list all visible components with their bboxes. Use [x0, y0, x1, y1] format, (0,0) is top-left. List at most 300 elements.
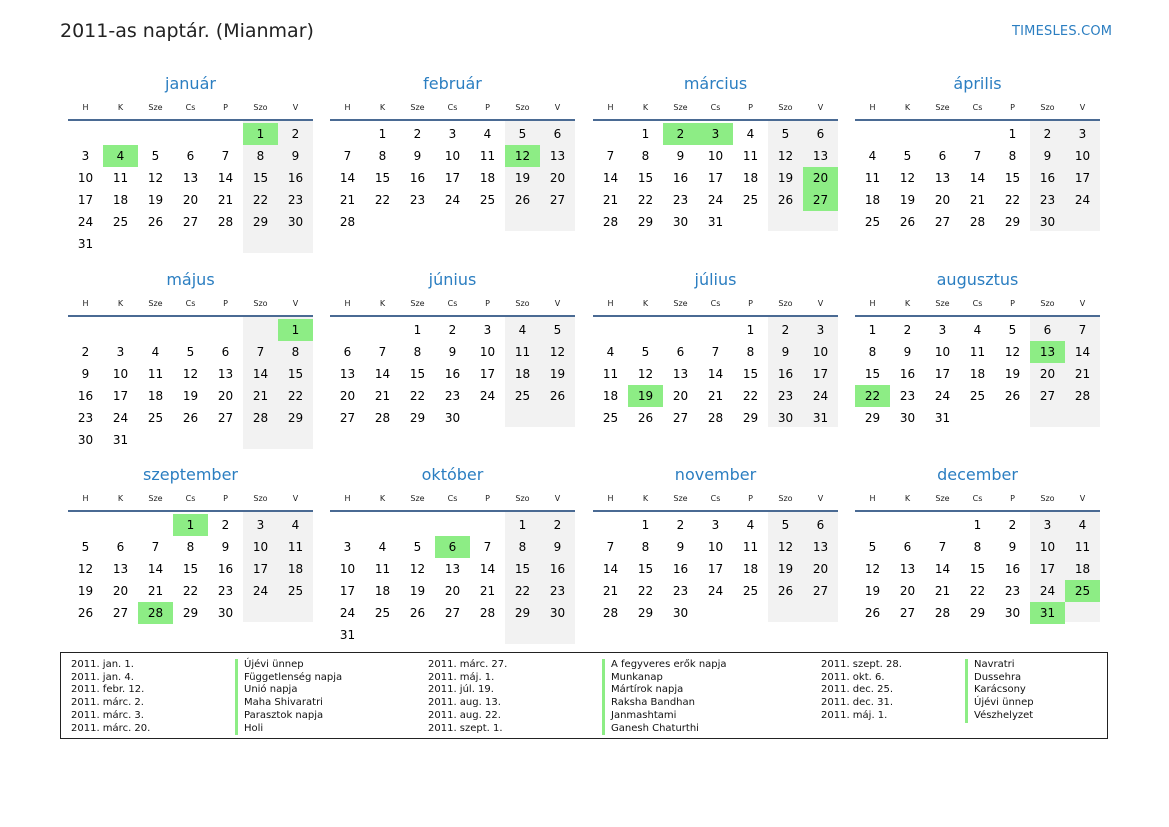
- day-cell: 10: [812, 345, 829, 359]
- weekday-header: V: [292, 299, 299, 308]
- day-cell: 6: [116, 540, 125, 554]
- legend-holiday: Mártírok napja: [611, 684, 684, 696]
- day-cell: 3: [81, 149, 90, 163]
- holiday-legend: [60, 652, 1108, 739]
- day-cell: 30: [77, 433, 94, 447]
- day-cell: 6: [221, 345, 230, 359]
- day-cell: 28: [479, 606, 496, 620]
- weekday-header: K: [642, 494, 649, 503]
- holiday-day-cell: 2: [663, 123, 698, 145]
- day-cell: 18: [287, 562, 304, 576]
- weekday-header: K: [904, 103, 911, 112]
- day-cell: 9: [781, 345, 790, 359]
- weekday-header: Szo: [253, 103, 268, 112]
- month-name: november: [674, 465, 757, 484]
- day-cell: 16: [1039, 171, 1056, 185]
- header-rule: [593, 315, 838, 317]
- day-cell: 11: [479, 149, 496, 163]
- holiday-day-cell: 25: [1065, 580, 1100, 602]
- day-cell: 27: [672, 411, 689, 425]
- header-rule: [68, 119, 313, 121]
- day-cell: 23: [1004, 584, 1021, 598]
- weekday-header: Cs: [972, 299, 983, 308]
- day-cell: 17: [112, 389, 129, 403]
- day-cell: 19: [1004, 367, 1021, 381]
- day-cell: 11: [1074, 540, 1091, 554]
- day-cell: 13: [672, 367, 689, 381]
- day-cell: 4: [1078, 518, 1087, 532]
- day-cell: 18: [742, 171, 759, 185]
- day-cell: 23: [549, 584, 566, 598]
- day-cell: 11: [514, 345, 531, 359]
- day-cell: 6: [186, 149, 195, 163]
- day-cell: 22: [252, 193, 269, 207]
- weekday-header: Szo: [253, 299, 268, 308]
- day-cell: 1: [641, 518, 650, 532]
- day-cell: 3: [1078, 127, 1087, 141]
- day-cell: 29: [637, 606, 654, 620]
- day-cell: 20: [812, 562, 829, 576]
- day-cell: 14: [602, 171, 619, 185]
- day-cell: 3: [816, 323, 825, 337]
- day-cell: 2: [676, 518, 685, 532]
- day-cell: 20: [899, 584, 916, 598]
- day-cell: 21: [339, 193, 356, 207]
- day-cell: 26: [147, 215, 164, 229]
- day-cell: 3: [938, 323, 947, 337]
- weekday-header: Cs: [972, 103, 983, 112]
- day-cell: 26: [409, 606, 426, 620]
- weekday-header: P: [748, 494, 753, 503]
- weekday-header: Sze: [410, 103, 425, 112]
- day-cell: 10: [479, 345, 496, 359]
- day-cell: 22: [409, 389, 426, 403]
- weekday-header: P: [223, 494, 228, 503]
- day-cell: 21: [1074, 367, 1091, 381]
- legend-dates-col-1: [71, 659, 150, 735]
- weekday-header: Sze: [148, 494, 163, 503]
- weekday-header: K: [117, 299, 124, 308]
- weekday-header: Sze: [935, 494, 950, 503]
- day-cell: 7: [1078, 323, 1087, 337]
- day-cell: 28: [217, 215, 234, 229]
- day-cell: 29: [182, 606, 199, 620]
- day-cell: 22: [969, 584, 986, 598]
- day-cell: 8: [413, 345, 422, 359]
- day-cell: 22: [637, 193, 654, 207]
- day-cell: 29: [409, 411, 426, 425]
- legend-names-col-2: [602, 659, 727, 735]
- day-cell: 10: [112, 367, 129, 381]
- day-cell: 14: [707, 367, 724, 381]
- holiday-day-cell: 27: [803, 189, 838, 211]
- weekday-header: P: [223, 299, 228, 308]
- day-cell: 21: [934, 584, 951, 598]
- weekday-header: K: [904, 299, 911, 308]
- day-cell: 9: [291, 149, 300, 163]
- day-cell: 12: [637, 367, 654, 381]
- day-cell: 20: [549, 171, 566, 185]
- day-cell: 1: [641, 127, 650, 141]
- day-cell: 10: [444, 149, 461, 163]
- day-cell: 3: [116, 345, 125, 359]
- day-cell: 5: [151, 149, 160, 163]
- day-cell: 24: [934, 389, 951, 403]
- day-cell: 30: [1004, 606, 1021, 620]
- day-cell: 7: [938, 540, 947, 554]
- day-cell: 18: [742, 562, 759, 576]
- day-cell: 7: [378, 345, 387, 359]
- day-cell: 21: [707, 389, 724, 403]
- day-cell: 5: [868, 540, 877, 554]
- legend-holiday: Janmashtami: [611, 709, 677, 721]
- legend-holiday: Holi: [244, 722, 264, 734]
- legend-holiday: Dussehra: [974, 671, 1022, 683]
- weekday-header: P: [748, 299, 753, 308]
- day-cell: 18: [479, 171, 496, 185]
- month-name: június: [428, 270, 477, 289]
- day-cell: 13: [444, 562, 461, 576]
- legend-date: 2011. jan. 4.: [71, 671, 134, 683]
- day-cell: 17: [77, 193, 94, 207]
- weekday-header: Sze: [935, 299, 950, 308]
- day-cell: 1: [868, 323, 877, 337]
- weekday-header: Szo: [1040, 103, 1055, 112]
- weekday-header: V: [1079, 103, 1086, 112]
- month-name: december: [937, 465, 1018, 484]
- day-cell: 21: [969, 193, 986, 207]
- day-cell: 4: [868, 149, 877, 163]
- day-cell: 17: [479, 367, 496, 381]
- day-cell: 31: [112, 433, 129, 447]
- day-cell: 27: [339, 411, 356, 425]
- day-cell: 7: [606, 149, 615, 163]
- day-cell: 13: [549, 149, 566, 163]
- weekday-header: Sze: [410, 494, 425, 503]
- day-cell: 8: [256, 149, 265, 163]
- day-cell: 22: [374, 193, 391, 207]
- day-cell: 20: [112, 584, 129, 598]
- day-cell: 10: [707, 540, 724, 554]
- day-cell: 13: [182, 171, 199, 185]
- weekday-header: K: [117, 103, 124, 112]
- legend-date: 2011. aug. 13.: [428, 697, 501, 709]
- day-cell: 14: [217, 171, 234, 185]
- day-cell: 21: [147, 584, 164, 598]
- day-cell: 2: [81, 345, 90, 359]
- weekday-header: K: [379, 494, 386, 503]
- day-cell: 12: [409, 562, 426, 576]
- day-cell: 4: [518, 323, 527, 337]
- weekday-header: Cs: [710, 299, 721, 308]
- day-cell: 26: [514, 193, 531, 207]
- day-cell: 9: [553, 540, 562, 554]
- day-cell: 17: [1074, 171, 1091, 185]
- legend-date: 2011. márc. 2.: [71, 697, 144, 709]
- holiday-day-cell: 1: [278, 319, 313, 341]
- day-cell: 31: [339, 628, 356, 642]
- holiday-day-cell: 31: [1030, 602, 1065, 624]
- weekday-header: K: [379, 103, 386, 112]
- day-cell: 22: [514, 584, 531, 598]
- month-name: október: [421, 465, 484, 484]
- day-cell: 2: [448, 323, 457, 337]
- day-cell: 7: [606, 540, 615, 554]
- day-cell: 23: [444, 389, 461, 403]
- day-cell: 25: [374, 606, 391, 620]
- day-cell: 24: [1074, 193, 1091, 207]
- day-cell: 14: [969, 171, 986, 185]
- day-cell: 28: [1074, 389, 1091, 403]
- weekday-header: K: [642, 103, 649, 112]
- day-cell: 8: [641, 149, 650, 163]
- day-cell: 4: [746, 518, 755, 532]
- day-cell: 8: [973, 540, 982, 554]
- day-cell: 9: [448, 345, 457, 359]
- legend-holiday: Újévi ünnep: [974, 697, 1034, 709]
- day-cell: 21: [217, 193, 234, 207]
- weekday-header: Szo: [1040, 494, 1055, 503]
- weekday-header: Cs: [972, 494, 983, 503]
- weekday-header: P: [485, 494, 490, 503]
- legend-date: 2011. márc. 20.: [71, 722, 151, 734]
- day-cell: 23: [1039, 193, 1056, 207]
- weekday-header: H: [869, 299, 876, 308]
- holiday-day-cell: 1: [243, 123, 278, 145]
- legend-dates-col-3: [821, 659, 902, 723]
- weekday-header: K: [904, 494, 911, 503]
- day-cell: 23: [672, 584, 689, 598]
- weekday-header: P: [223, 103, 228, 112]
- day-cell: 14: [147, 562, 164, 576]
- weekday-header: Sze: [673, 103, 688, 112]
- day-cell: 22: [742, 389, 759, 403]
- day-cell: 14: [934, 562, 951, 576]
- day-cell: 28: [602, 606, 619, 620]
- day-cell: 18: [602, 389, 619, 403]
- day-cell: 12: [864, 562, 881, 576]
- weekday-header: Szo: [778, 299, 793, 308]
- day-cell: 29: [514, 606, 531, 620]
- holiday-day-cell: 22: [855, 385, 890, 407]
- day-cell: 11: [287, 540, 304, 554]
- page-title: 2011-as naptár. (Mianmar): [60, 20, 314, 42]
- day-cell: 10: [77, 171, 94, 185]
- header-rule: [68, 510, 313, 512]
- day-cell: 15: [252, 171, 269, 185]
- month-name: augusztus: [936, 270, 1019, 289]
- day-cell: 24: [707, 193, 724, 207]
- day-cell: 2: [1043, 127, 1052, 141]
- holiday-day-cell: 4: [103, 145, 138, 167]
- day-cell: 10: [707, 149, 724, 163]
- day-cell: 5: [81, 540, 90, 554]
- legend-date: 2011. aug. 22.: [428, 709, 501, 721]
- day-cell: 4: [606, 345, 615, 359]
- weekday-header: H: [82, 494, 89, 503]
- day-cell: 9: [413, 149, 422, 163]
- header-rule: [330, 510, 575, 512]
- day-cell: 8: [641, 540, 650, 554]
- weekday-header: Cs: [447, 103, 458, 112]
- day-cell: 17: [444, 171, 461, 185]
- day-cell: 18: [112, 193, 129, 207]
- day-cell: 11: [147, 367, 164, 381]
- day-cell: 16: [77, 389, 94, 403]
- day-cell: 7: [483, 540, 492, 554]
- day-cell: 27: [112, 606, 129, 620]
- day-cell: 12: [77, 562, 94, 576]
- day-cell: 15: [409, 367, 426, 381]
- day-cell: 29: [1004, 215, 1021, 229]
- day-cell: 11: [112, 171, 129, 185]
- weekday-header: Szo: [515, 494, 530, 503]
- day-cell: 7: [343, 149, 352, 163]
- month-name: július: [694, 270, 737, 289]
- weekday-header: Sze: [148, 103, 163, 112]
- day-cell: 3: [448, 127, 457, 141]
- day-cell: 21: [479, 584, 496, 598]
- day-cell: 13: [339, 367, 356, 381]
- day-cell: 29: [252, 215, 269, 229]
- day-cell: 21: [374, 389, 391, 403]
- day-cell: 12: [777, 540, 794, 554]
- header-rule: [855, 510, 1100, 512]
- day-cell: 27: [549, 193, 566, 207]
- weekday-header: Cs: [710, 103, 721, 112]
- weekday-header: V: [554, 103, 561, 112]
- day-cell: 28: [339, 215, 356, 229]
- day-cell: 6: [938, 149, 947, 163]
- day-cell: 20: [1039, 367, 1056, 381]
- weekday-header: Szo: [515, 103, 530, 112]
- day-cell: 19: [514, 171, 531, 185]
- day-cell: 24: [707, 584, 724, 598]
- day-cell: 16: [1004, 562, 1021, 576]
- day-cell: 5: [186, 345, 195, 359]
- day-cell: 22: [1004, 193, 1021, 207]
- weekday-header: K: [379, 299, 386, 308]
- day-cell: 27: [1039, 389, 1056, 403]
- day-cell: 7: [711, 345, 720, 359]
- day-cell: 24: [1039, 584, 1056, 598]
- day-cell: 23: [77, 411, 94, 425]
- day-cell: 24: [812, 389, 829, 403]
- day-cell: 9: [903, 345, 912, 359]
- weekday-header: V: [1079, 494, 1086, 503]
- weekday-header: Cs: [185, 299, 196, 308]
- weekday-header: Szo: [1040, 299, 1055, 308]
- day-cell: 28: [969, 215, 986, 229]
- day-cell: 23: [672, 193, 689, 207]
- day-cell: 1: [518, 518, 527, 532]
- day-cell: 19: [549, 367, 566, 381]
- day-cell: 6: [553, 127, 562, 141]
- day-cell: 23: [899, 389, 916, 403]
- weekday-header: Szo: [778, 103, 793, 112]
- day-cell: 2: [781, 323, 790, 337]
- day-cell: 12: [777, 149, 794, 163]
- day-cell: 26: [637, 411, 654, 425]
- day-cell: 14: [374, 367, 391, 381]
- day-cell: 5: [518, 127, 527, 141]
- day-cell: 16: [217, 562, 234, 576]
- day-cell: 27: [182, 215, 199, 229]
- day-cell: 24: [77, 215, 94, 229]
- day-cell: 16: [549, 562, 566, 576]
- day-cell: 17: [339, 584, 356, 598]
- day-cell: 1: [413, 323, 422, 337]
- day-cell: 30: [777, 411, 794, 425]
- day-cell: 26: [1004, 389, 1021, 403]
- day-cell: 3: [1043, 518, 1052, 532]
- weekday-header: Szo: [778, 494, 793, 503]
- day-cell: 2: [413, 127, 422, 141]
- holiday-day-cell: 20: [803, 167, 838, 189]
- legend-date: 2011. márc. 3.: [71, 709, 144, 721]
- header-rule: [593, 119, 838, 121]
- day-cell: 1: [378, 127, 387, 141]
- day-cell: 16: [672, 171, 689, 185]
- legend-holiday: Navratri: [974, 659, 1015, 670]
- day-cell: 18: [374, 584, 391, 598]
- day-cell: 4: [746, 127, 755, 141]
- day-cell: 21: [602, 193, 619, 207]
- weekday-header: Cs: [185, 494, 196, 503]
- day-cell: 11: [864, 171, 881, 185]
- header-rule: [855, 315, 1100, 317]
- month-name: április: [953, 74, 1002, 93]
- day-cell: 23: [287, 193, 304, 207]
- holiday-day-cell: 13: [1030, 341, 1065, 363]
- weekday-header: V: [817, 299, 824, 308]
- weekday-header: Cs: [185, 103, 196, 112]
- legend-date: 2011. dec. 25.: [821, 684, 894, 696]
- legend-date: 2011. szept. 28.: [821, 659, 902, 670]
- weekday-header: H: [607, 494, 614, 503]
- day-cell: 7: [973, 149, 982, 163]
- day-cell: 22: [182, 584, 199, 598]
- legend-holiday: Újévi ünnep: [244, 659, 304, 670]
- day-cell: 10: [339, 562, 356, 576]
- day-cell: 27: [899, 606, 916, 620]
- brand-link[interactable]: TIMESLES.COM: [1012, 24, 1113, 39]
- day-cell: 18: [147, 389, 164, 403]
- day-cell: 11: [742, 149, 759, 163]
- holiday-day-cell: 12: [505, 145, 540, 167]
- day-cell: 15: [969, 562, 986, 576]
- day-cell: 9: [676, 540, 685, 554]
- day-cell: 20: [672, 389, 689, 403]
- header-rule: [68, 315, 313, 317]
- header-rule: [855, 119, 1100, 121]
- day-cell: 20: [934, 193, 951, 207]
- day-cell: 17: [1039, 562, 1056, 576]
- day-cell: 30: [1039, 215, 1056, 229]
- day-cell: 25: [602, 411, 619, 425]
- day-cell: 19: [77, 584, 94, 598]
- day-cell: 15: [1004, 171, 1021, 185]
- day-cell: 30: [287, 215, 304, 229]
- weekday-header: H: [607, 299, 614, 308]
- weekday-header: P: [748, 103, 753, 112]
- day-cell: 30: [672, 606, 689, 620]
- day-cell: 25: [514, 389, 531, 403]
- weekday-header: P: [1010, 299, 1015, 308]
- weekday-header: H: [869, 494, 876, 503]
- day-cell: 8: [746, 345, 755, 359]
- day-cell: 10: [252, 540, 269, 554]
